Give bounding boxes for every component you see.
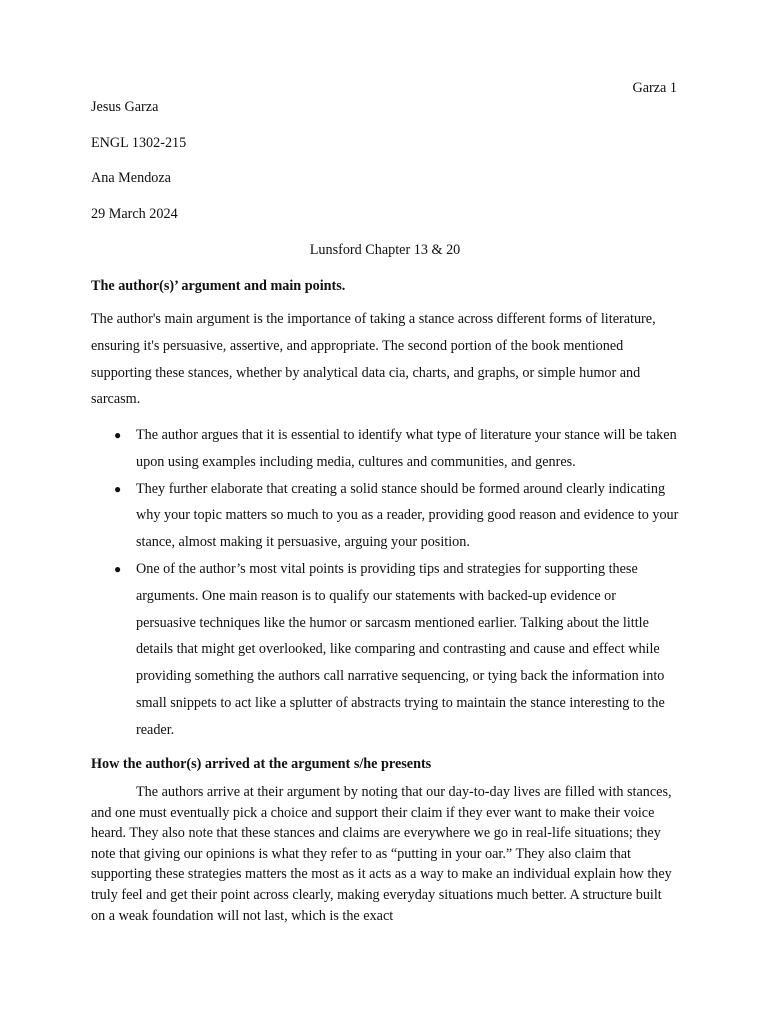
list-item xyxy=(91,556,679,744)
instructor-name: Ana Mendoza xyxy=(91,170,171,187)
bullet-icon: ● xyxy=(114,561,122,576)
list-item xyxy=(91,422,679,476)
running-head: Garza 1 xyxy=(632,80,677,96)
course-number: ENGL 1302-215 xyxy=(91,134,187,151)
list-item-text: One of the author’s most vital points is providing tips and strategies for supporting these arguments. One main reason is to qualify our statements with backed-up evidence or persuasive techniques like the humor or sarcasm mentioned earlier. Talking about the little details that might get overlooked, like comparing and contrasting and cause and effect while providing something the authors call narrative sequencing, or tying back the information into small snippets to act like a splutter of abstracts trying to maintain the stance interesting to the reader. xyxy=(136,560,665,738)
main-points-list xyxy=(91,422,679,744)
bullet-icon: ● xyxy=(114,481,122,496)
section-heading-argument: The author(s)’ argument and main points. xyxy=(91,278,346,294)
section-heading-arrival: How the author(s) arrived at the argument s/he presents xyxy=(91,756,432,772)
mla-heading xyxy=(91,97,679,239)
student-name: Jesus Garza xyxy=(91,99,159,115)
document-title: Lunsford Chapter 13 & 20 xyxy=(309,242,461,258)
list-item-text: They further elaborate that creating a solid stance should be formed around clearly indicating why your topic matters so much to you as a reader, providing good reason and evidence to your stance, almost making it persuasive, arguing your position. xyxy=(136,480,679,551)
arrival-paragraph: The authors arrive at their argument by noting that our day-to-day lives are filled with stances, and one must eventually pick a choice and support their claim if they ever want to make their voice heard. They also note that these stances and claims are everywhere we go in real-life situations; they note that giving our opinions is what they refer to as “putting in your oar.” They also claim that supporting these strategies matters the most as it acts as a way to make an individual explain how they truly feel and get their point across clearly, making everyday situations much better. A structure built on a weak foundation will not last, which is the exact xyxy=(91,784,672,924)
submission-date: 29 March 2024 xyxy=(91,205,178,222)
argument-paragraph: The author's main argument is the importance of taking a stance across different forms of literature, ensuring it's persuasive, assertive, and appropriate. The second portion of the book mentioned supporting these stances, whether by analytical data cia, charts, and graphs, or simple humor and sarcasm. xyxy=(91,311,656,408)
list-item-text: The author argues that it is essential to identify what type of literature your stance will be taken upon using examples including media, cultures and communities, and genres. xyxy=(136,427,677,470)
list-item xyxy=(91,476,679,556)
bullet-icon: ● xyxy=(114,428,122,442)
